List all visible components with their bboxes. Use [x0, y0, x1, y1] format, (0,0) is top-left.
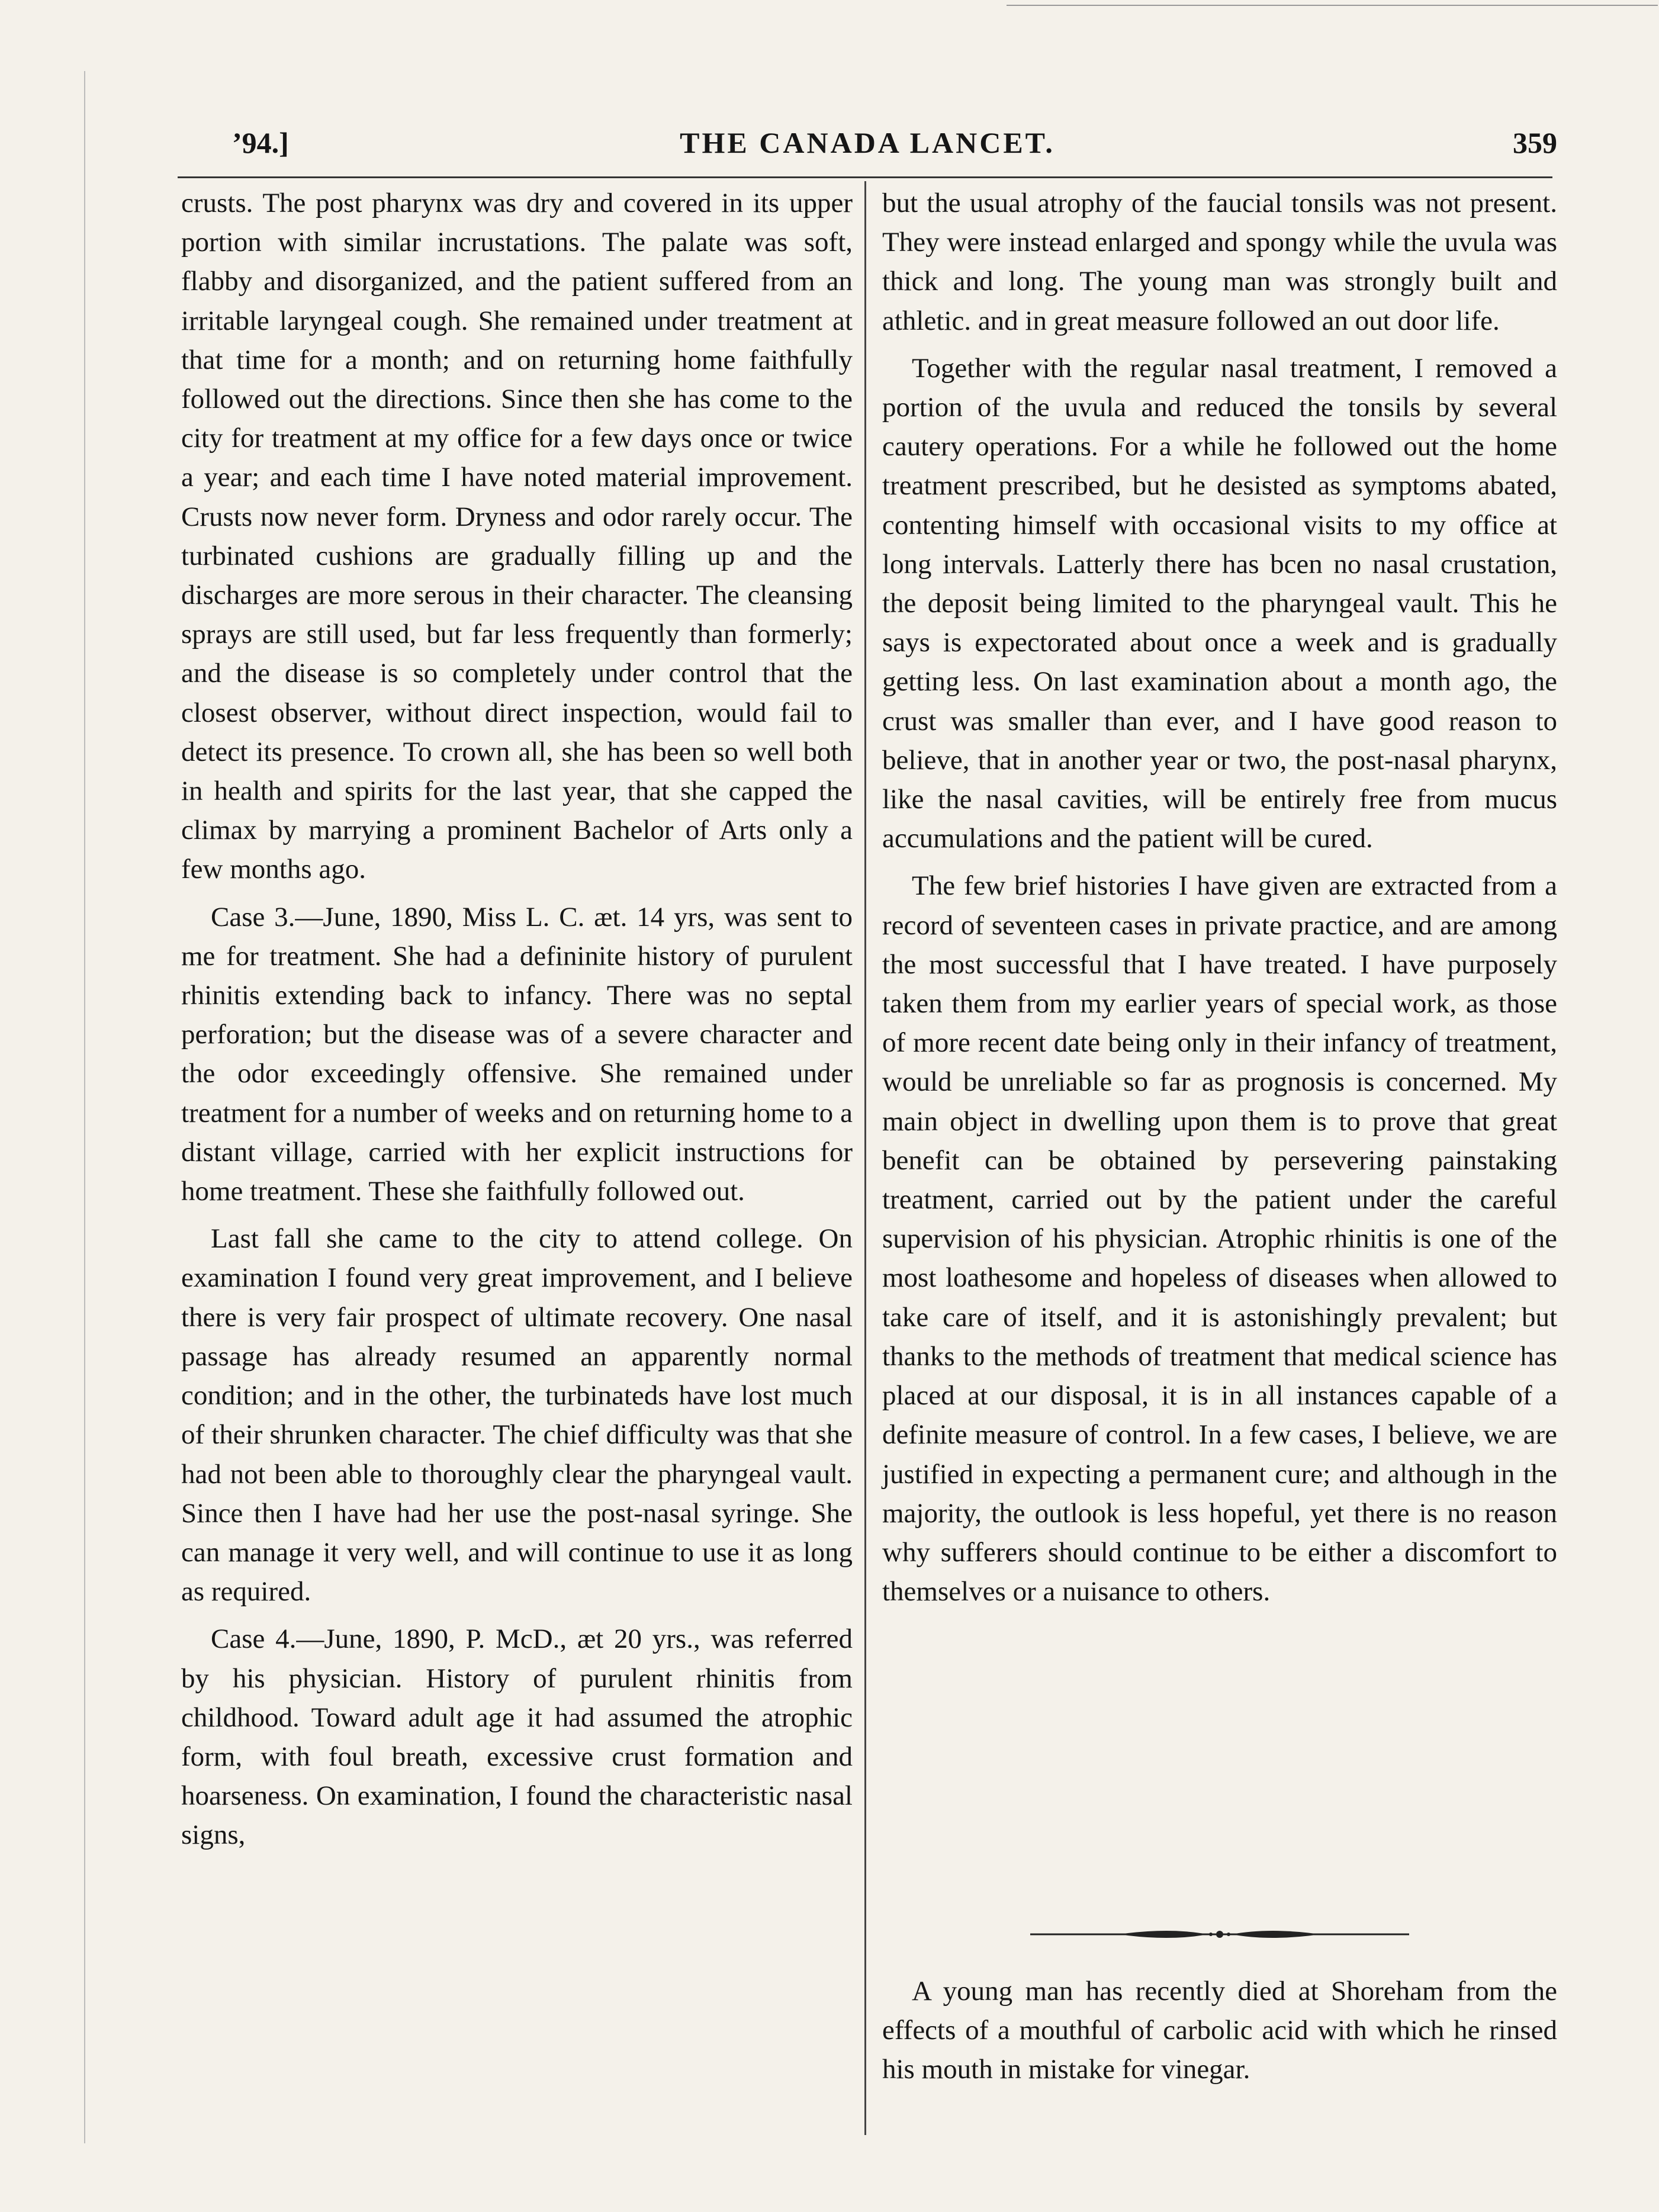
left-column: [181, 184, 853, 1855]
ornament-divider: [1030, 1925, 1409, 1943]
page-header: [178, 118, 1557, 172]
paragraph-case-3: Case 3.—June, 1890, Miss L. C. æt. 14 yrs, was sent to me for treatment. She had a defininite history of purulent rhinitis extending back to infancy. There was no septal perforation; but the disease was of a severe character and the odor exceedingly offensive. She remained under treatment for a number of weeks and on returning home to a distant village, carried with her explicit instructions for home treatment. These she faithfully followed out.: [181, 901, 853, 1207]
journal-title: THE CANADA LANCET.: [680, 126, 1055, 159]
news-note: A young man has recently died at Shoreham from the effects of a mouthful of carbolic acid with which he rinsed his mouth in mistake for vinegar.: [882, 1976, 1557, 2085]
scan-edge-top: [1007, 5, 1658, 6]
paragraph-case-3-followup: Last fall she came to the city to attend college. On examination I found very great improvement, and I believe there is very fair prospect of ultimate recovery. One nasal passage has already resumed an apparently normal condition; and in the other, the turbinateds have lost much of their shrunken character. The chief difficulty was that she had not been able to thoroughly clear the pharyngeal vault. Since then I have had her use the post-nasal syringe. She can manage it very well, and will continue to use it as long as required.: [181, 1223, 853, 1607]
paragraph-case-4-continued: but the usual atrophy of the faucial tonsils was not present. They were instead enlarged and spongy while the uvula was thick and long. The young man was strongly built and athletic. and in great measure followed an out door life.: [882, 188, 1557, 336]
header-rule: [178, 176, 1552, 178]
right-column: [882, 184, 1557, 1611]
page-number: 359: [1513, 126, 1557, 159]
column-divider: [864, 181, 866, 2135]
paragraph-treatment: Together with the regular nasal treatment, I removed a portion of the uvula and reduced the tonsils by several cautery operations. For a while he followed out the home treatment prescribed, but he desisted as symptoms abated, contenting himself with occasional visits to my office at long intervals. Latterly there has bcen no nasal crustation, the deposit being limited to the pharyngeal vault. This he says is expectorated about once a week and is gradually getting less. On last examination about a month ago, the crust was smaller than ever, and I have good reason to believe, that in another year or two, the post-nasal pharynx, like the nasal cavities, will be entirely free from mucus accumulations and the patient will be cured.: [882, 352, 1557, 854]
paragraph-case2-continued: crusts. The post pharynx was dry and covered in its upper portion with similar incrustations. The palate was soft, flabby and disorganized, and the patient suffered from an irritable laryngeal cough. She remained under treatment at that time for a month; and on returning home faithfully followed out the directions. Since then she has come to the city for treatment at my office for a few days once or twice a year; and each time I have noted material improvement. Crusts now never form. Dryness and odor rarely occur. The turbinated cushions are gradually filling up and the discharges are more serous in their character. The cleansing sprays are still used, but far less frequently than formerly; and the disease is so completely under control that the closest observer, without direct inspection, would fail to detect its presence. To crown all, she has been so well both in health and spirits for the last year, that she capped the climax by marrying a prominent Bachelor of Arts only a few months ago.: [181, 188, 853, 885]
paragraph-conclusion: The few brief histories I have given are extracted from a record of seventeen cases in private practice, and are among the most successful that I have treated. I have purposely taken them from my earlier years of special work, as those of more recent date being only in their infancy of treatment, would be unreliable so far as prognosis is concerned. My main object in dwelling upon them is to prove that great benefit can be obtained by persevering painstaking treatment, carried out by the patient under the careful supervision of his physician. Atrophic rhinitis is one of the most loathesome and hopeless of diseases when allowed to take care of itself, and it is astonishingly prevalent; but thanks to the methods of treatment that medical science has placed at our disposal, it is in all instances capable of a definite measure of control. In a few cases, I believe, we are justified in expecting a permanent cure; and although in the majority, the outlook is less hopeful, yet there is no reason why sufferers should continue to be either a discomfort to themselves or a nuisance to others.: [882, 870, 1557, 1607]
news-note-block: [882, 1972, 1557, 2089]
paragraph-case-4: Case 4.—June, 1890, P. McD., æt 20 yrs., was referred by his physician. History of purulent rhinitis from childhood. Toward adult age it had assumed the atrophic form, with foul breath, excessive crust formation and hoarseness. On examination, I found the characteristic nasal signs,: [181, 1623, 853, 1851]
scan-edge-left: [84, 71, 85, 2143]
header-year: ’94.]: [232, 126, 289, 159]
